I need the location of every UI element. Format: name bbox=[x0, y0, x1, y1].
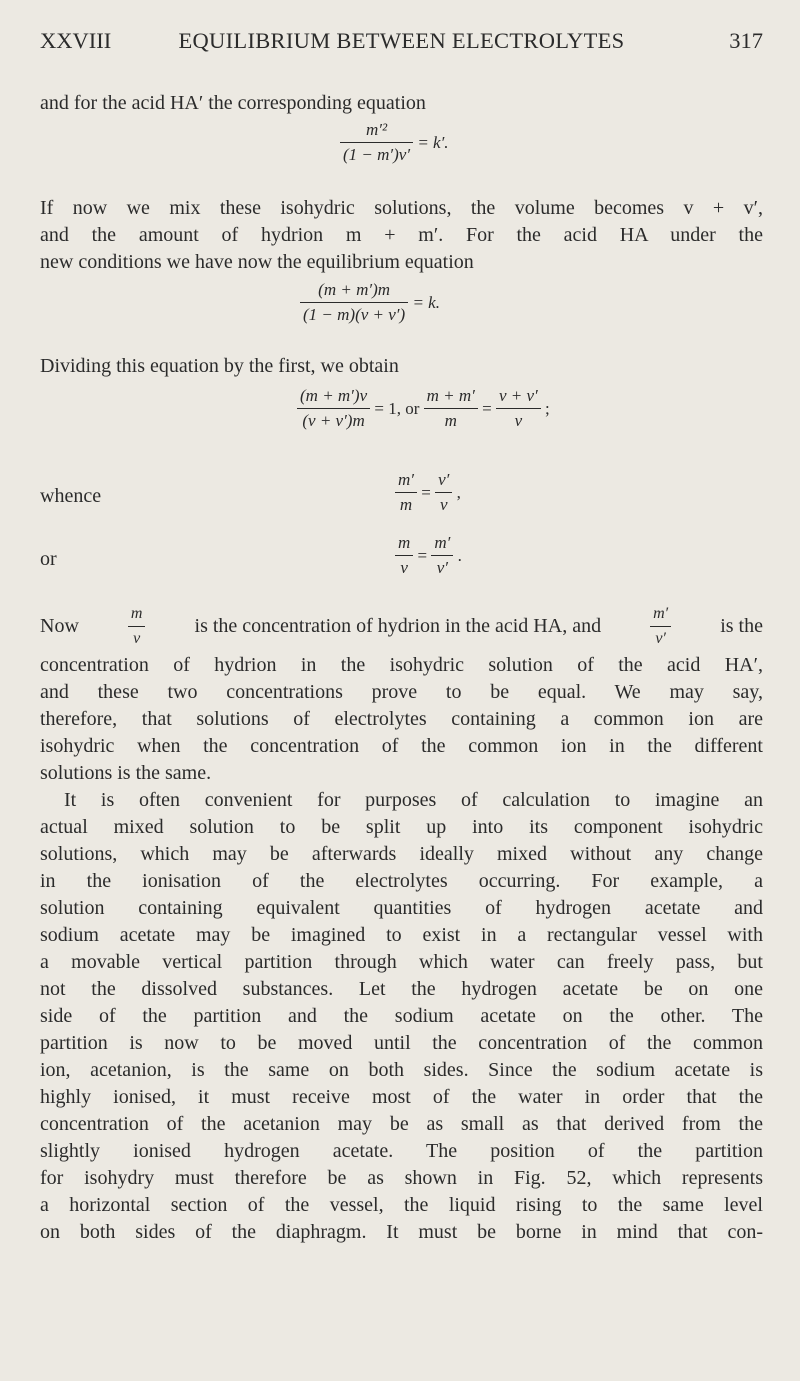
text-line: on both sides of the diaphragm. It must be borne in mind that con- bbox=[40, 1221, 763, 1243]
paragraph-mixing bbox=[40, 195, 763, 276]
fraction bbox=[496, 386, 541, 431]
equals-sign: = bbox=[417, 545, 428, 565]
text-fragment: is the bbox=[720, 614, 763, 637]
text-line: It is often convenient for purposes of calculation to imagine an bbox=[64, 789, 763, 811]
denominator: v bbox=[439, 495, 448, 514]
fraction bbox=[340, 120, 413, 165]
paragraph-intro: and for the acid HA′ the corresponding equation bbox=[40, 92, 426, 114]
numerator: (m + m′)m bbox=[300, 280, 408, 303]
denominator: v bbox=[400, 558, 408, 577]
equation-whence bbox=[395, 470, 461, 515]
punctuation: . bbox=[457, 545, 462, 565]
page-number: 317 bbox=[729, 28, 763, 53]
inline-fraction-mprime-over-vprime bbox=[650, 604, 671, 649]
paragraph-now-line bbox=[40, 602, 763, 650]
text-line: new conditions we have now the equilibrium equation bbox=[40, 251, 474, 273]
running-header bbox=[40, 28, 763, 60]
text-line: for isohydry must therefore be as shown in Fig. 52, which represents bbox=[40, 1167, 763, 1189]
equation-division-result bbox=[297, 386, 550, 431]
text-line: and the amount of hydrion m + m′. For the acid HA under the bbox=[40, 224, 763, 246]
text-line: not the dissolved substances. Let the hydrogen acetate be on one bbox=[40, 978, 763, 1000]
equation-acid-ha-prime bbox=[340, 120, 449, 165]
numerator: m′² bbox=[340, 120, 413, 143]
label-whence: whence bbox=[40, 485, 102, 507]
fraction bbox=[424, 386, 478, 431]
text-fragment: Now bbox=[40, 614, 79, 637]
numerator: m bbox=[395, 533, 413, 556]
equation-text: = 1, or bbox=[374, 398, 420, 418]
numerator: m + m′ bbox=[424, 386, 478, 409]
text-line: solutions is the same. bbox=[40, 762, 212, 784]
numerator: m′ bbox=[650, 604, 671, 627]
numerator: v′ bbox=[435, 470, 452, 493]
text-line: sodium acetate may be imagined to exist in a rectangular vessel with bbox=[40, 924, 763, 946]
numerator: m′ bbox=[395, 470, 417, 493]
denominator: m bbox=[399, 495, 413, 514]
text-line: a horizontal section of the vessel, the liquid rising to the same level bbox=[40, 1194, 763, 1216]
text-line: solutions, which may be afterwards ideally mixed without any change bbox=[40, 843, 763, 865]
fraction bbox=[300, 280, 408, 325]
chapter-number: XXVIII bbox=[40, 28, 112, 53]
punctuation: , bbox=[456, 482, 461, 502]
running-title: EQUILIBRIUM BETWEEN ELECTROLYTES bbox=[178, 28, 625, 53]
equation-rhs: = k′. bbox=[417, 132, 449, 152]
denominator: v′ bbox=[436, 558, 448, 577]
equation-rhs: = k. bbox=[412, 292, 440, 312]
text-line: highly ionised, it must receive most of the water in order that the bbox=[40, 1086, 763, 1108]
numerator: (m + m′)v bbox=[297, 386, 370, 409]
text-line: in the ionisation of the electrolytes occurring. For example, a bbox=[40, 870, 763, 892]
text-line: actual mixed solution to be split up into its component isohydric bbox=[40, 816, 763, 838]
text-line: concentration of the acetanion may be as small as that derived from the bbox=[40, 1113, 763, 1135]
punctuation: ; bbox=[545, 398, 550, 418]
text-line: If now we mix these isohydric solutions, the volume becomes v + v′, bbox=[40, 197, 763, 219]
fraction bbox=[431, 533, 453, 578]
numerator: v + v′ bbox=[496, 386, 541, 409]
denominator: (v + v′)m bbox=[302, 411, 365, 430]
fraction bbox=[435, 470, 452, 515]
fraction bbox=[297, 386, 370, 431]
text-fragment: is the concentration of hydrion in the acid HA, and bbox=[194, 614, 602, 637]
text-line: side of the partition and the sodium acetate on the other. The bbox=[40, 1005, 763, 1027]
equation-mixed-equilibrium bbox=[300, 280, 440, 325]
numerator: m bbox=[128, 604, 146, 627]
text-line: and these two concentrations prove to be equal. We may say, bbox=[40, 681, 763, 703]
text-line: partition is now to be moved until the concentration of the common bbox=[40, 1032, 763, 1054]
denominator: v′ bbox=[655, 629, 666, 647]
denominator: (1 − m′)v′ bbox=[343, 145, 411, 164]
text-line: solution containing equivalent quantities of hydrogen acetate and bbox=[40, 897, 763, 919]
paragraph-dividing: Dividing this equation by the first, we obtain bbox=[40, 355, 399, 377]
denominator: (1 − m)(v + v′) bbox=[303, 305, 406, 324]
inline-fraction-m-over-v bbox=[128, 604, 146, 649]
text-line: concentration of hydrion in the isohydric solution of the acid HA′, bbox=[40, 654, 763, 676]
text-line: a movable vertical partition through which water can freely pass, but bbox=[40, 951, 763, 973]
equation-or bbox=[395, 533, 462, 578]
text-line: isohydric when the concentration of the common ion in the different bbox=[40, 735, 763, 757]
fraction bbox=[395, 470, 417, 515]
text-line: slightly ionised hydrogen acetate. The position of the partition bbox=[40, 1140, 763, 1162]
text-line: therefore, that solutions of electrolytes containing a common ion are bbox=[40, 708, 763, 730]
numerator: m′ bbox=[431, 533, 453, 556]
paragraph-concentration bbox=[40, 652, 763, 787]
fraction bbox=[395, 533, 413, 578]
denominator: m bbox=[444, 411, 457, 430]
label-or: or bbox=[40, 548, 57, 570]
paragraph-mixed-solution bbox=[40, 787, 763, 1246]
denominator: v bbox=[133, 629, 141, 647]
equals-sign: = bbox=[421, 482, 431, 502]
text-line: ion, acetanion, is the same on both sides. Since the sodium acetate is bbox=[40, 1059, 763, 1081]
denominator: v bbox=[514, 411, 523, 430]
equals-sign: = bbox=[482, 398, 492, 418]
